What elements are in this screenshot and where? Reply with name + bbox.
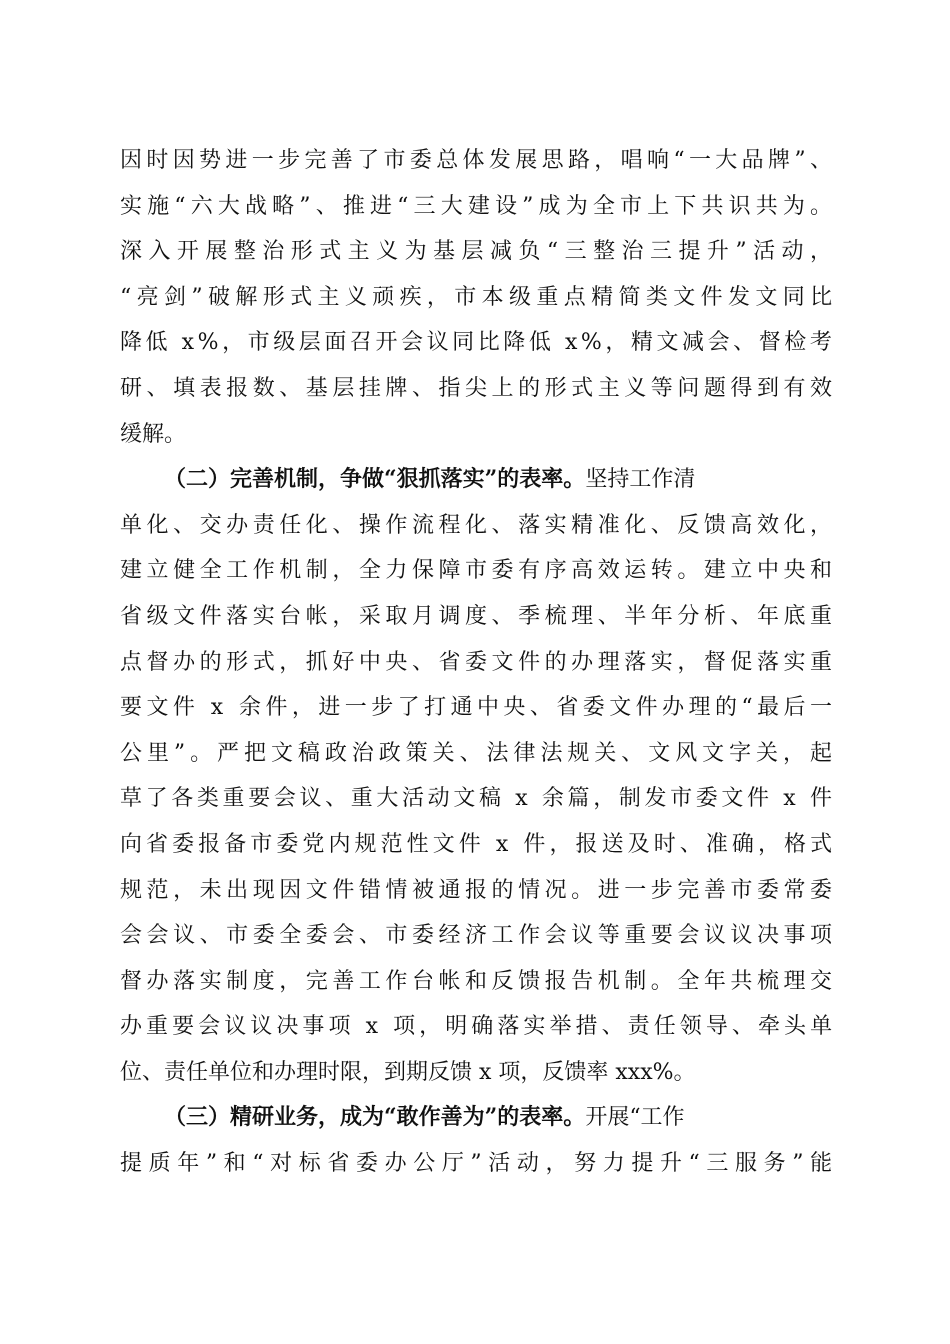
- text-line: 督办落实制度，完善工作台帐和反馈报告机制。全年共梳理交: [120, 968, 837, 994]
- section-heading-line: [120, 1095, 832, 1141]
- document-page: [120, 138, 839, 1187]
- text-line: 办重要会议议决事项 x 项，明确落实举措、责任领导、牵头单: [120, 1014, 837, 1040]
- text-line: 实施“六大战略”、推进“三大建设”成为全市上下共识共为。: [120, 193, 838, 219]
- text-line: 提质年”和“对标省委办公厅”活动，努力提升“三服务”能: [120, 1151, 839, 1177]
- text-line: 深入开展整治形式主义为基层减负“三整治三提升”活动，: [120, 239, 839, 265]
- paragraph-1: [120, 138, 839, 457]
- text-line: 降低 x%，市级层面召开会议同比降低 x%，精文减会、督检考: [120, 330, 836, 356]
- text-line: 因时因势进一步完善了市委总体发展思路，唱响“一大品牌”、: [120, 148, 837, 173]
- text-line: 点督办的形式，抓好中央、省委文件的办理落实，督促落实重: [120, 649, 837, 675]
- paragraph-3: [120, 1095, 839, 1186]
- text-line: 向省委报备市委党内规范性文件 x 件，报送及时、准确，格式: [120, 831, 837, 857]
- text-line: 草了各类重要会议、重大活动文稿 x 余篇，制发市委文件 x 件: [120, 786, 836, 812]
- text-line: 建立健全工作机制，全力保障市委有序高效运转。建立中央和: [120, 558, 837, 584]
- text-line: 省级文件落实台帐，采取月调度、季梳理、半年分析、年底重: [120, 603, 837, 629]
- text-line: 单化、交办责任化、操作流程化、落实精准化、反馈高效化，: [120, 512, 837, 538]
- section-heading: （二）完善机制，争做“狠抓落实”的表率。: [164, 466, 586, 493]
- paragraph-2: [120, 457, 837, 1095]
- text-line: 研、填表报数、基层挂牌、指尖上的形式主义等问题得到有效: [120, 375, 837, 401]
- heading-line-text: 坚持工作清: [585, 467, 696, 493]
- section-heading: （三）精研业务，成为“敢作善为”的表率。: [164, 1104, 586, 1131]
- text-line: “亮剑”破解形式主义顽疾，市本级重点精简类文件发文同比: [120, 284, 838, 310]
- text-line: 位、责任单位和办理时限，到期反馈 x 项，反馈率 xxx%。: [120, 1059, 696, 1085]
- text-line: 会会议、市委全委会、市委经济工作会议等重要会议议决事项: [120, 923, 837, 949]
- text-line: 规范，未出现因文件错情被通报的情况。进一步完善市委常委: [120, 877, 837, 903]
- text-line: 公里”。严把文稿政治政策关、法律法规关、文风文字关，起: [120, 740, 837, 766]
- text-line: 要文件 x 余件，进一步了打通中央、省委文件办理的“最后一: [120, 695, 837, 721]
- section-heading-line: [120, 457, 832, 503]
- text-line: 缓解。: [120, 421, 187, 447]
- heading-line-text: 开展“工作: [585, 1105, 685, 1131]
